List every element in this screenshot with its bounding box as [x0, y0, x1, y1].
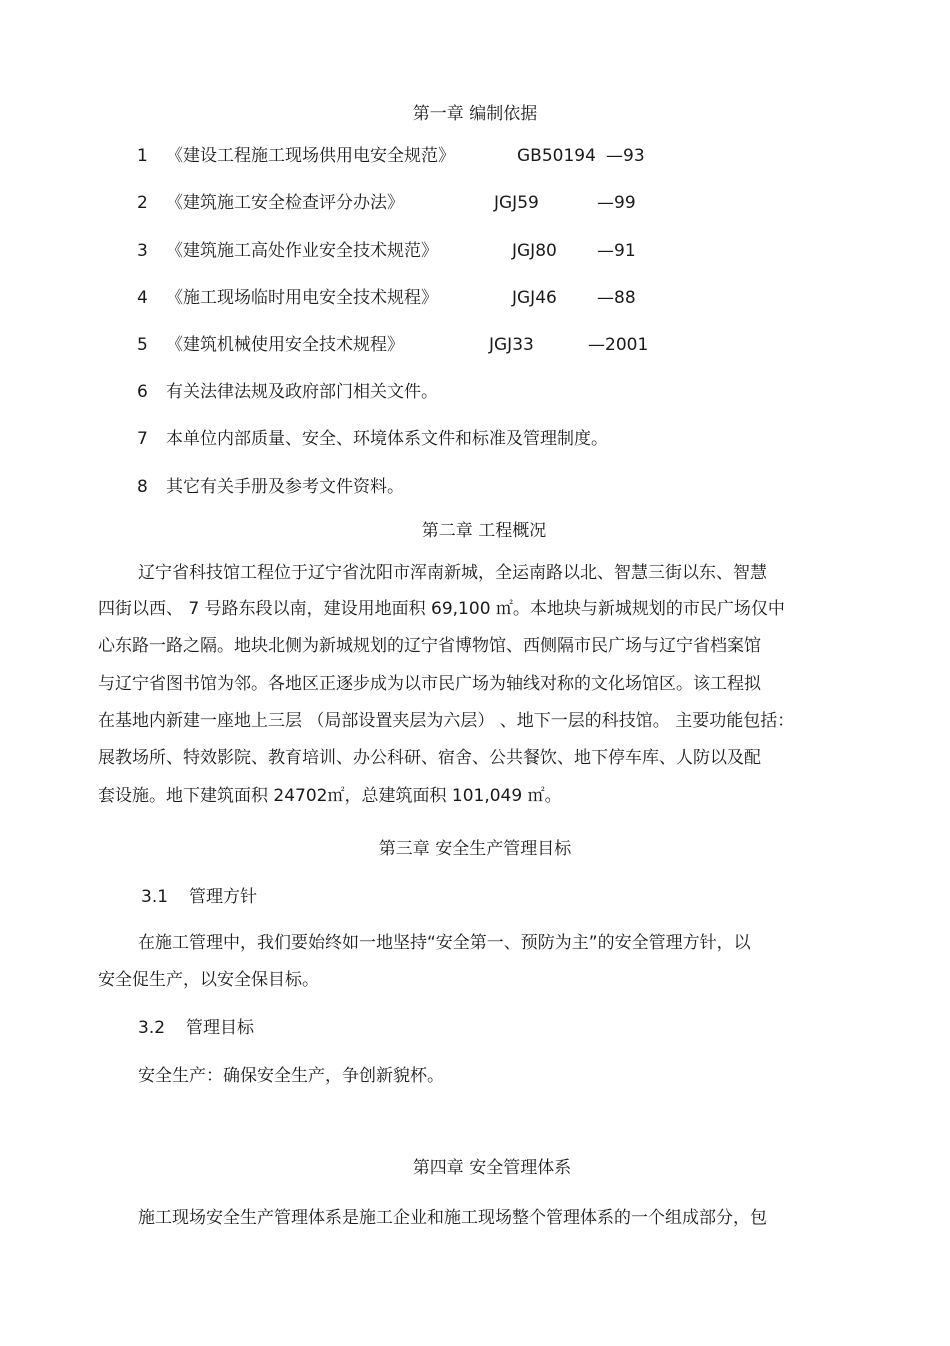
- chapter-2-title: 第二章 工程概况: [421, 521, 547, 541]
- section-3-2-title: 管理目标: [186, 1018, 254, 1038]
- chapter-4-title: 第四章 安全管理体系: [412, 1158, 572, 1178]
- overview-line-6: 展教场所、特效影院、教育培训、办公科研、宿舍、公共餐饮、地下停车库、人防以及配: [98, 748, 761, 768]
- ref-1-code: GB50194: [517, 146, 596, 166]
- ref-3-code: JGJ80: [512, 241, 557, 261]
- item-7-text: 本单位内部质量、安全、环境体系文件和标准及管理制度。: [166, 429, 608, 449]
- ref-2-code: JGJ59: [494, 193, 539, 213]
- ref-5-code: JGJ33: [489, 335, 534, 355]
- ref-5-number: 5: [137, 335, 148, 355]
- ref-2-title: 《建筑施工安全检查评分办法》: [166, 193, 404, 213]
- item-6-text: 有关法律法规及政府部门相关文件。: [166, 382, 438, 402]
- overview-line-7: 套设施。地下建筑面积 24702㎡，总建筑面积 101,049 ㎡。: [98, 786, 562, 806]
- ref-5-year: —2001: [588, 335, 649, 355]
- goal-text: 安全生产：确保安全生产，争创新貌杯。: [138, 1066, 444, 1086]
- overview-line-4: 与辽宁省图书馆为邻。各地区正逐步成为以市民广场为轴线对称的文化场馆区。该工程拟: [98, 674, 761, 694]
- overview-line-5: 在基地内新建一座地上三层 （局部设置夹层为六层） 、地下一层的科技馆。 主要功能包括：: [98, 711, 795, 731]
- policy-line-2: 安全促生产，以安全保目标。: [98, 970, 319, 990]
- ref-4-title: 《施工现场临时用电安全技术规程》: [166, 288, 438, 308]
- ref-3-title: 《建筑施工高处作业安全技术规范》: [166, 241, 438, 261]
- item-8-text: 其它有关手册及参考文件资料。: [166, 477, 404, 497]
- ref-4-year: —88: [597, 288, 636, 308]
- overview-line-1: 辽宁省科技馆工程位于辽宁省沈阳市浑南新城，全运南路以北、智慧三街以东、智慧: [138, 563, 767, 583]
- overview-line-2: 四街以西、 7 号路东段以南，建设用地面积 69,100 ㎡。本地块与新城规划的市民广场仅中: [98, 599, 785, 619]
- ref-1-number: 1: [137, 146, 148, 166]
- section-3-1-number: 3.1: [141, 887, 169, 907]
- ref-1-year: —93: [606, 146, 645, 166]
- ref-4-number: 4: [137, 288, 148, 308]
- chapter-3-title: 第三章 安全生产管理目标: [378, 839, 572, 859]
- section-3-1-title: 管理方针: [189, 887, 257, 907]
- ref-3-number: 3: [137, 241, 148, 261]
- item-8-number: 8: [137, 477, 148, 497]
- ref-3-year: —91: [597, 241, 636, 261]
- overview-line-3: 心东路一路之隔。地块北侧为新城规划的辽宁省博物馆、西侧隔市民广场与辽宁省档案馆: [98, 636, 761, 656]
- policy-line-1: 在施工管理中，我们要始终如一地坚持“安全第一、预防为主”的安全管理方针，以: [138, 933, 751, 953]
- item-6-number: 6: [137, 382, 148, 402]
- ref-4-code: JGJ46: [512, 288, 557, 308]
- ref-2-number: 2: [137, 193, 148, 213]
- item-7-number: 7: [137, 429, 148, 449]
- system-line-1: 施工现场安全生产管理体系是施工企业和施工现场整个管理体系的一个组成部分，包: [138, 1208, 767, 1228]
- section-3-2-number: 3.2: [138, 1018, 166, 1038]
- ref-5-title: 《建筑机械使用安全技术规程》: [166, 335, 404, 355]
- ref-2-year: —99: [597, 193, 636, 213]
- ref-1-title: 《建设工程施工现场供用电安全规范》: [166, 146, 455, 166]
- chapter-1-title: 第一章 编制依据: [412, 104, 538, 124]
